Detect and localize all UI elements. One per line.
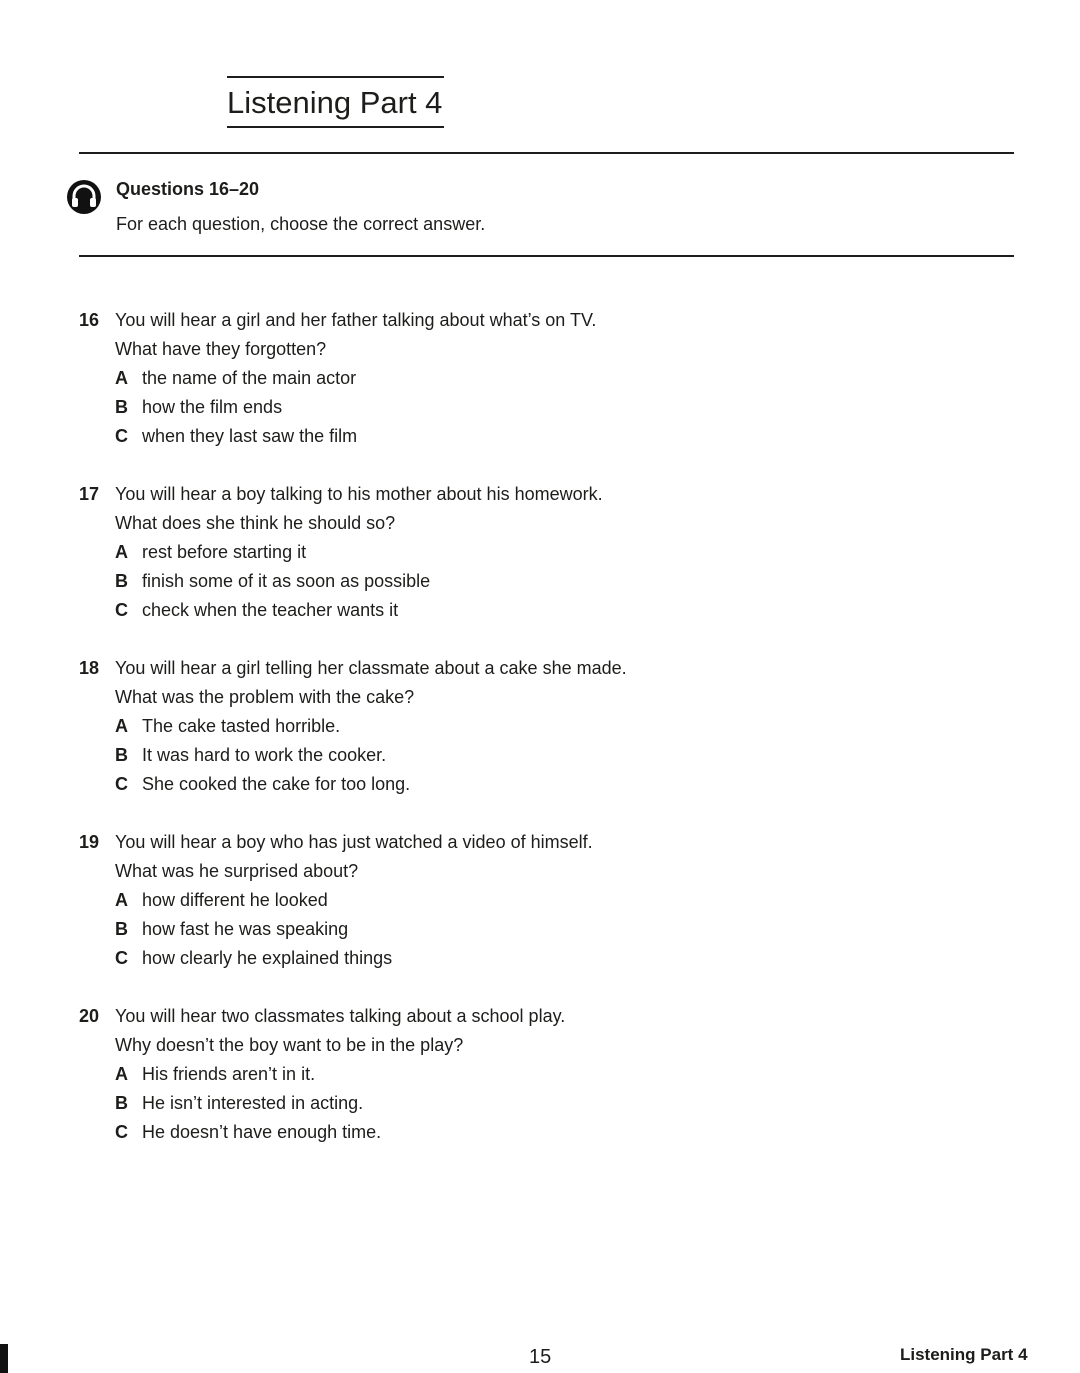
option-letter: A [115, 542, 128, 562]
question-prompt: You will hear a girl and her father talking about what’s on TV. [115, 310, 597, 330]
option-text: It was hard to work the cooker. [142, 745, 387, 765]
option-text: rest before starting it [142, 542, 307, 562]
question-text: What was the problem with the cake? [115, 687, 415, 707]
option-c [115, 596, 939, 625]
option-text: how different he looked [142, 890, 328, 910]
option-a [115, 538, 939, 567]
page-title-box [227, 76, 444, 128]
option-text: the name of the main actor [142, 368, 357, 388]
question-number: 20 [79, 1006, 100, 1026]
option-letter: C [115, 1122, 128, 1142]
option-letter: C [115, 426, 128, 446]
option-letter: B [115, 919, 128, 939]
questions-range: Questions 16–20 [116, 179, 260, 199]
question-prompt: You will hear a girl telling her classmate about a cake she made. [115, 658, 627, 678]
option-text: The cake tasted horrible. [142, 716, 341, 736]
option-c [115, 770, 939, 799]
option-a [115, 1060, 939, 1089]
option-letter: A [115, 1064, 128, 1084]
question-prompt: You will hear a boy talking to his mother about his homework. [115, 484, 603, 504]
option-letter: B [115, 571, 128, 591]
option-text: how fast he was speaking [142, 919, 349, 939]
option-text: how clearly he explained things [142, 948, 393, 968]
question-number: 18 [79, 658, 100, 678]
option-b [115, 1089, 939, 1118]
option-letter: B [115, 397, 128, 417]
question-text: Why doesn’t the boy want to be in the play? [115, 1035, 464, 1055]
question-list [79, 306, 939, 1176]
option-letter: C [115, 774, 128, 794]
option-text: how the film ends [142, 397, 283, 417]
option-letter: A [115, 368, 128, 388]
option-text: check when the teacher wants it [142, 600, 399, 620]
question-20 [79, 1002, 939, 1147]
question-18 [79, 654, 939, 799]
option-letter: B [115, 745, 128, 765]
option-c [115, 1118, 939, 1147]
question-number: 16 [79, 310, 100, 330]
option-b [115, 915, 939, 944]
question-17 [79, 480, 939, 625]
option-text: He isn’t interested in acting. [142, 1093, 364, 1113]
question-number: 19 [79, 832, 100, 852]
option-a [115, 886, 939, 915]
page-title: Listening Part 4 [227, 85, 443, 120]
header-bottom-rule [79, 255, 1014, 257]
header-top-rule [79, 152, 1014, 154]
page-number: 15 [529, 1346, 552, 1368]
scan-edge-mark [0, 1344, 8, 1373]
option-text: when they last saw the film [142, 426, 358, 446]
question-16 [79, 306, 939, 451]
question-text: What have they forgotten? [115, 339, 327, 359]
footer-section-label: Listening Part 4 [900, 1345, 1028, 1364]
option-letter: B [115, 1093, 128, 1113]
instruction-text: For each question, choose the correct answer. [116, 214, 486, 234]
option-letter: A [115, 716, 128, 736]
question-prompt: You will hear two classmates talking about a school play. [115, 1006, 566, 1026]
option-b [115, 393, 939, 422]
question-19 [79, 828, 939, 973]
option-a [115, 364, 939, 393]
option-c [115, 422, 939, 451]
question-text: What was he surprised about? [115, 861, 359, 881]
headphones-icon [66, 179, 102, 215]
option-text: His friends aren’t in it. [142, 1064, 316, 1084]
option-a [115, 712, 939, 741]
option-text: He doesn’t have enough time. [142, 1122, 382, 1142]
option-text: She cooked the cake for too long. [142, 774, 411, 794]
option-b [115, 741, 939, 770]
option-b [115, 567, 939, 596]
option-letter: A [115, 890, 128, 910]
question-text: What does she think he should so? [115, 513, 396, 533]
question-prompt: You will hear a boy who has just watched a video of himself. [115, 832, 593, 852]
question-number: 17 [79, 484, 100, 504]
option-letter: C [115, 600, 128, 620]
option-text: finish some of it as soon as possible [142, 571, 431, 591]
option-letter: C [115, 948, 128, 968]
option-c [115, 944, 939, 973]
